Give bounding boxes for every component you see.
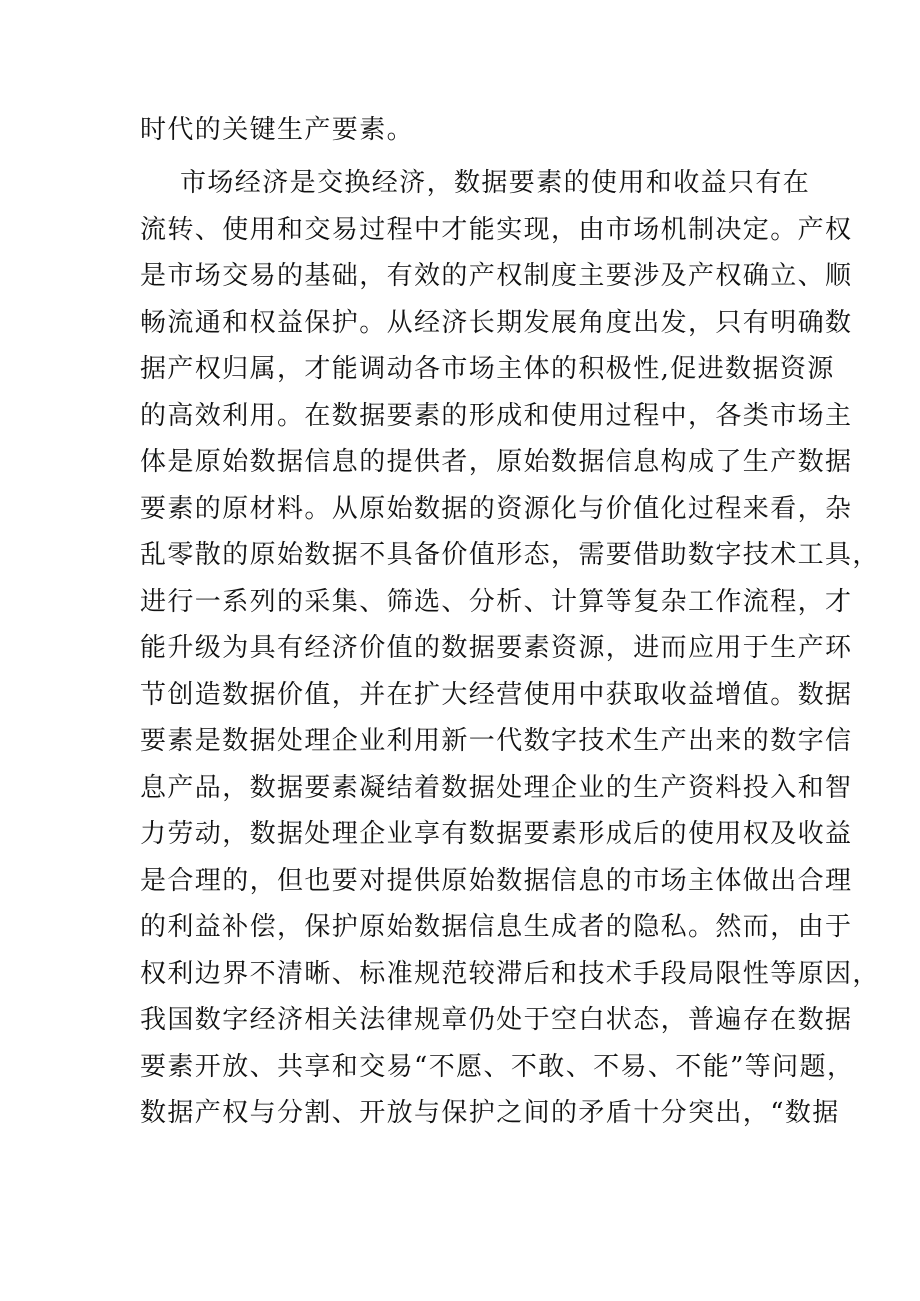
text-line: 时代的关键生产要素。 <box>140 115 415 145</box>
text-line: 力劳动，数据处理企业享有数据要素形成后的使用权及收益 <box>140 819 853 849</box>
text-line: 的利益补偿，保护原始数据信息生成者的隐私。然而，由于 <box>140 912 853 942</box>
text-line: 息产品，数据要素凝结着数据处理企业的生产资料投入和智 <box>140 772 853 803</box>
text-line: 节创造数据价值，并在扩大经营使用中获取收益增值。数据 <box>140 679 853 710</box>
text-line: 权利边界不清晰、标准规范较滞后和技术手段局限性等原因， <box>140 958 880 989</box>
text-line: 进行一系列的采集、筛选、分析、计算等复杂工作流程，才 <box>140 586 853 617</box>
text-line: 要素开放、共享和交易“不愿、不敢、不易、不能”等问题， <box>140 1051 855 1082</box>
text-line: 乱零散的原始数据不具备价值形态，需要借助数字技术工具， <box>140 540 880 570</box>
text-line: 体是原始数据信息的提供者，原始数据信息构成了生产数据 <box>140 447 853 477</box>
text-line: 能升级为具有经济价值的数据要素资源，进而应用于生产环 <box>140 633 853 663</box>
text-line: 是市场交易的基础，有效的产权制度主要涉及产权确立、顺 <box>140 261 853 291</box>
text-line: 要素的原材料。从原始数据的资源化与价值化过程来看，杂 <box>140 493 853 524</box>
text-line: 我国数字经济相关法律规章仍处于空白状态，普遍存在数据 <box>140 1005 853 1035</box>
text-line: 是合理的，但也要对提供原始数据信息的市场主体做出合理 <box>140 865 853 896</box>
paragraph-first-line: 市场经济是交换经济，数据要素的使用和收益只有在 <box>180 168 811 198</box>
text-line: 据产权归属，才能调动各市场主体的积极性,促进数据资源 <box>140 354 835 384</box>
text-line: 数据产权与分割、开放与保护之间的矛盾十分突出，“数据 <box>140 1098 840 1128</box>
text-line: 要素是数据处理企业利用新一代数字技术生产出来的数字信 <box>140 726 853 756</box>
text-line: 的高效利用。在数据要素的形成和使用过程中，各类市场主 <box>140 400 853 431</box>
text-line: 流转、使用和交易过程中才能实现，由市场机制决定。产权 <box>140 214 853 245</box>
text-line: 畅流通和权益保护。从经济长期发展角度出发，只有明确数 <box>140 307 853 338</box>
